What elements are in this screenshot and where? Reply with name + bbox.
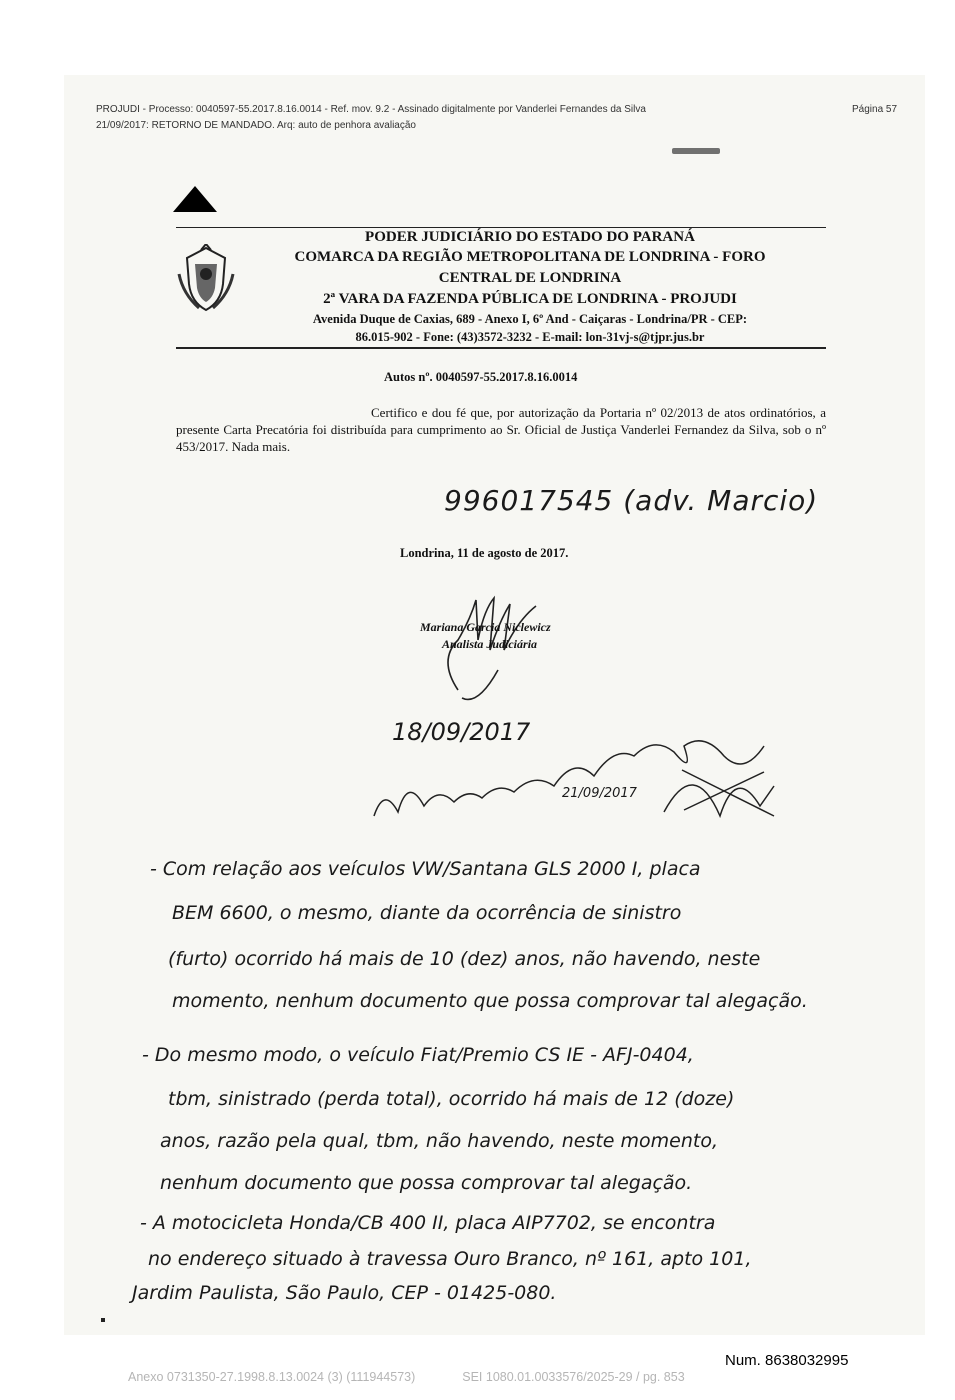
page-number: Página 57 (852, 104, 898, 115)
handwritten-line-11: Jardim Paulista, São Paulo, CEP - 01425-080. (132, 1282, 557, 1304)
date-line: Londrina, 11 de agosto de 2017. (400, 546, 569, 560)
handwritten-date-2: 21/09/2017 (562, 786, 637, 801)
signatory-role: Analista Judiciária (442, 637, 538, 651)
footer-stamp (128, 1370, 828, 1384)
header-comarca: COMARCA DA REGIÃO METROPOLITANA DE LONDRINA - FORO (294, 249, 766, 265)
certificate-paragraph: Certifico e dou fé que, por autorização da Portaria nº 02/2013 de atos ordinatórios, a presente Carta Precatória foi distribuída para cumprimento ao Sr. Oficial de Justiça Vanderlei Fernandez da Silva, sob o nº 453/2017. Nada mais. (176, 405, 826, 454)
scan-smudge (672, 148, 720, 154)
header-rule-top (176, 227, 826, 228)
document-num-label: Num. 8638032995 (725, 1352, 849, 1369)
handwritten-line-5: - Do mesmo modo, o veículo Fiat/Premio CS IE - AFJ-0404, (142, 1044, 694, 1066)
handwritten-line-3: (furto) ocorrido há mais de 10 (dez) anos, não havendo, neste (168, 948, 761, 970)
projudi-line-2: 21/09/2017: RETORNO DE MANDADO. Arq: auto de penhora avaliação (96, 120, 416, 131)
header-rule-bottom (176, 347, 826, 349)
corner-triangle-mark (173, 186, 217, 212)
projudi-line-1: PROJUDI - Processo: 0040597-55.2017.8.16.0014 - Ref. mov. 9.2 - Assinado digitalmente por Vanderlei Fernandes da Silva (96, 104, 646, 115)
case-number: Autos nº. 0040597-55.2017.8.16.0014 (384, 370, 578, 384)
header-address-1: Avenida Duque de Caxias, 689 - Anexo I, 6º And - Caiçaras - Londrina/PR - CEP: (312, 312, 748, 326)
coat-of-arms-icon (175, 244, 237, 316)
handwritten-date: 18/09/2017 (392, 718, 531, 746)
header-vara: 2ª VARA DA FAZENDA PÚBLICA DE LONDRINA - PROJUDI (323, 291, 737, 307)
footer-annex: Anexo 0731350-27.1998.8.13.0024 (3) (111944573) (128, 1370, 416, 1384)
projudi-stamp (96, 102, 646, 134)
handwritten-line-8: nenhum documento que possa comprovar tal alegação. (160, 1172, 693, 1194)
officer-signature-scribble (364, 716, 784, 826)
handwritten-line-1: - Com relação aos veículos VW/Santana GLS 2000 I, placa (150, 858, 701, 880)
scan-dot (101, 1318, 105, 1322)
header-address-2: 86.015-902 - Fone: (43)3572-3232 - E-mail: lon-31vj-s@tjpr.jus.br (355, 330, 705, 344)
handwritten-line-7: anos, razão pela qual, tbm, não havendo, neste momento, (160, 1130, 719, 1152)
signatory-name: Mariana Garcia Niclewicz (420, 620, 551, 634)
header-court: PODER JUDICIÁRIO DO ESTADO DO PARANÁ (365, 229, 695, 245)
handwritten-line-10: no endereço situado à travessa Ouro Branco, nº 161, apto 101, (148, 1248, 752, 1270)
handwritten-phone-note: 996017545 (adv. Marcio) (444, 484, 819, 517)
handwritten-line-9: - A motocicleta Honda/CB 400 II, placa AIP7702, se encontra (140, 1212, 716, 1234)
handwritten-line-4: momento, nenhum documento que possa comprovar tal alegação. (172, 990, 808, 1012)
footer-sei: SEI 1080.01.0033576/2025-29 / pg. 853 (462, 1370, 685, 1384)
handwritten-line-6: tbm, sinistrado (perda total), ocorrido há mais de 12 (doze) (168, 1088, 735, 1110)
handwritten-line-2: BEM 6600, o mesmo, diante da ocorrência de sinistro (172, 902, 682, 924)
header-foro: CENTRAL DE LONDRINA (438, 270, 622, 286)
